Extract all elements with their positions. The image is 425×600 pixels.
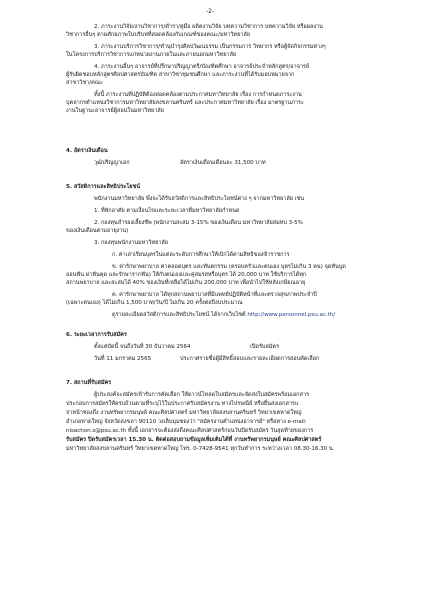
welfare-line-11: (เฉพาะตนเอง) ได้ไม่เกิน 1,500 บาท/วัน/ปี ไม่เกิน 20 ครั้งต่อปีงบประมาณ [66,300,243,306]
workload-item-2-line-1: 2. ภาระงานวิจัย/งานวิชาการ/ตำรา/คู่มือ ผลิตงานวิจัย บทความวิชาการ บทความวิจัย หรือผลงาน [94,24,323,30]
workload-item-4-line-1: 4. ภาระงานอื่นๆ อาจารย์ที่ปรึกษาปริญญาตรี/บัณฑิตศึกษา อาจารย์ประจำหลักสูตร/อาจารย์ [94,64,310,70]
salary-heading: 4. อัตราเงินเดือน [66,148,108,154]
welfare-link-line [112,312,335,319]
welfare-heading: 5. สวัสดิการและสิทธิประโยชน์ [66,184,140,190]
workload-note-line-1: ทั้งนี้ ภาระงานที่ปฏิบัติต้องสอดคล้องตามประกาศมหาวิทยาลัย เรื่อง การกำหนดภาระงาน [94,92,302,98]
workload-item-4-line-3: สาขาวิชา/คณะ [66,80,103,86]
personnel-website-link[interactable]: http://www.personnel.psu.ac.th/ [247,312,336,318]
venue-line-7: มหาวิทยาลัยสงขลานครินทร์ วิทยาเขตหาดใหญ่ โทร. 0-7428-9541 ทุกวันทำการ ระหว่างเวลา 08.30-16.30 น. [66,446,335,452]
venue-line-5: nisachon.s@psu.ac.th ทั้งนี้ เอกสารจะต้องส่งถึงคณะศิลปศาสตร์ก่อนวันปิดรับสมัคร วันสุดท้ายของการ [66,428,314,434]
welfare-line-5: 3. กองทุนพนักงานมหาวิทยาลัย [94,240,169,246]
venue-line-6: รับสมัคร ปิดรับสมัครเวลา 15.30 น. ติดต่อสอบถามข้อมูลเพิ่มเติมได้ที่ งานทรัพยากรมนุษย์ คณะศิลปศาสตร์ [66,437,322,443]
workload-item-3-line-2: ในโครงการบริการวิชาการแก่หน่วยงานภายในและภายนอกมหาวิทยาลัย [66,52,237,58]
workload-item-3-line-1: 3. ภาระงานบริการวิชาการ/ทำนุบำรุงศิลปวัฒนธรรม เป็นกรรมการ วิทยากร หรือผู้จัดกิจกรรมต่างๆ [94,44,326,50]
welfare-line-3: 2. กองทุนสำรองเลี้ยงชีพ (พนักงานสะสม 3-15% ของเงินเดือน มหาวิทยาลัยสมทบ 3-5% [94,220,303,226]
application-venue-heading: 7. สถานที่รับสมัคร [66,380,112,386]
welfare-line-7: ข. ค่ารักษาพยาบาล ค่าคลอดบุตร และทันตกรรม (ครอบครัวและตนเอง บุตรไม่เกิน 3 คน) จุดทันบูด [112,264,346,270]
welfare-line-1: พนักงานมหาวิทยาลัย พึงจะได้รับสวัสดิการและสิทธิประโยชน์ต่าง ๆ จากมหาวิทยาลัย เช่น [94,196,305,202]
welfare-line-4: ของเงินเดือนตามอายุงาน) [66,228,129,234]
welfare-link-prefix: ดูรายละเอียดสวัสดิการและสิทธิประโยชน์ ได้จากเว็บไซต์ [112,312,246,318]
welfare-line-9: สถานพยาบาล และสะสมได้ 40% ของเงินที่เหลือได้ไม่เกิน 200,000 บาท เพื่อนำไปใช้หลังเกษียณอายุ [66,280,306,286]
workload-item-4-line-2: ผู้รับผิดชอบหลักสูตรศิลปศาสตรบัณฑิต สาขาวิชาชุมชนศึกษา และภาระงานที่ได้รับมอบหมายจาก [66,72,295,78]
welfare-line-10: ค. ค่ารักษาพยาบาล ได้ทุกสถานพยาบาลที่มีแพทย์ปฏิบัติหน้าที่และตรวจสุขภาพประจำปี [112,292,317,298]
venue-line-4: อำเภอหาดใหญ่ จังหวัดสงขลา 90110 วงเล็บมุมซองว่า "สมัครงานตำแหน่งอาจารย์" หรือทาง e-mail: [66,419,307,425]
application-period-open-label: เปิดรับสมัคร [250,344,280,350]
workload-note-line-2: บุคลากรตำแหน่งวิชาการมหาวิทยาลัยสงขลานครินทร์ และประกาศมหาวิทยาลัย เรื่อง มาตรฐานภาระ [66,100,304,106]
announcement-date: วันที่ 11 มกราคม 2565 [94,356,152,362]
workload-note-line-3: งานในฐานะอาจารย์ผู้สอนในมหาวิทยาลัย [66,108,164,114]
workload-item-2-line-2: วิชาการอื่นๆ ตามศักยภาพในบริบทที่สอดคล้องกับเกณฑ์ของคณะ/มหาวิทยาลัย [66,32,250,38]
announcement-label: ประกาศรายชื่อผู้มีสิทธิ์สอบและรายละเอียดการสอบคัดเลือก [180,356,320,362]
salary-degree: วุฒิปริญญาเอก [94,160,130,166]
welfare-line-8: ออนฟัน ผ่าฟันคุด และรักษารากฟัน) ให้กับตนเองและคู่สมรสหรือบุตร ได้ 20,000 บาท ใช้บริการได้ทุก [66,272,307,278]
welfare-line-2: 1. ที่พักอาศัย ตามเงื่อนไขและระยะเวลาที่มหาวิทยาลัยกำหนด [94,208,240,214]
venue-line-2: ประกอบการสมัครให้ครบถ้วนตามที่ระบุไว้ในประกาศรับสมัครงาน ทางไปรษณีย์ หรือยื่นส่งเอกสารแ [66,401,299,407]
welfare-line-6: ก. ค่าเล่าเรียนบุตรในแต่ละระดับการศึกษาให้เบิกได้ตามสิทธิของข้าราชการ [112,252,290,258]
salary-amount: อัตราเงินเดือนเดือนละ 31,500 บาท [180,160,266,166]
application-period-heading: 6. ระยะเวลาการรับสมัคร [66,332,127,338]
venue-line-1: ผู้ประสงค์จะสมัครเข้ารับการคัดเลือก ให้ดาวน์โหลดใบสมัครและจัดส่งใบสมัครพร้อมเอกสาร [94,392,309,398]
application-period-open: ตั้งแต่บัดนี้ จนถึงวันที่ 30 ธันวาคม 2564 [94,344,191,350]
page-number: -2- [206,8,215,15]
venue-line-3: จ่าหน้าซองถึง งานทรัพยากรมนุษย์ คณะศิลปศาสตร์ มหาวิทยาลัยสงขลานครินทร์ วิทยาเขตหาดใหญ่ [66,410,302,416]
